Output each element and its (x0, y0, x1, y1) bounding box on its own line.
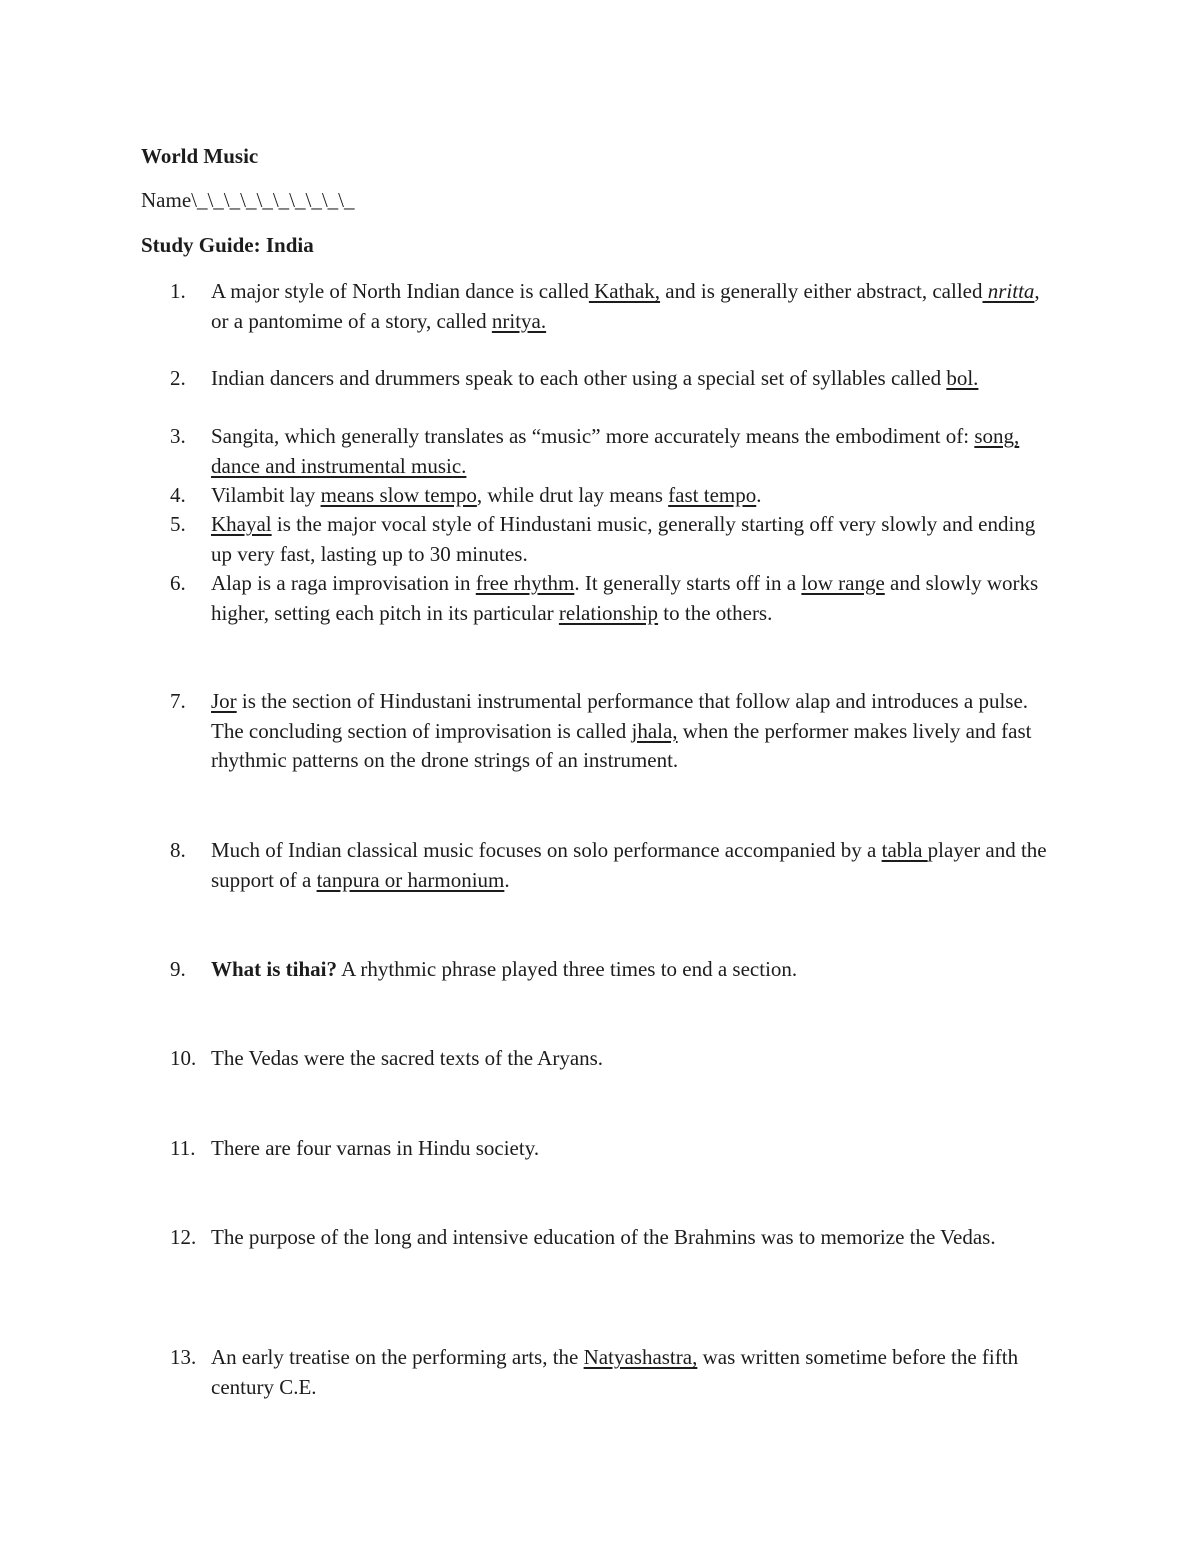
question-number: 7. (170, 689, 186, 713)
question-text (211, 481, 1060, 511)
answer-text: Khayal (211, 512, 272, 536)
question-text (211, 836, 1060, 895)
question-number: 2. (170, 366, 186, 390)
question-text-segment: , while drut lay means (476, 483, 669, 507)
question-text (211, 687, 1060, 776)
question-text-segment: An early treatise on the performing arts, the (211, 1345, 584, 1369)
question-text (211, 955, 1060, 985)
answer-text: tanpura or harmonium (316, 867, 505, 892)
question-text-segment: Indian dancers and drummers speak to each other using a special set of syllables called (211, 366, 947, 390)
question-item (170, 569, 1060, 628)
question-text-segment: The purpose of the long and intensive education of the Brahmins was to memorize the Vedas. (211, 1225, 996, 1249)
question-number: 3. (170, 424, 186, 448)
question-item (170, 277, 1060, 336)
question-text-segment: A rhythmic phrase played three times to end a section. (337, 957, 798, 981)
question-text-segment: to the others. (658, 600, 773, 625)
answer-text: tabla (881, 838, 928, 862)
question-text (211, 277, 1060, 336)
answer-text: song, dance and instrumental music. (211, 424, 1020, 478)
study-guide-title: Study Guide: India (141, 233, 314, 257)
question-number: 12. (170, 1225, 197, 1249)
question-number: 4. (170, 483, 186, 507)
answer-text: Kathak, (588, 279, 661, 303)
question-item (170, 955, 1060, 985)
question-item (170, 481, 1060, 511)
question-prompt: What is tihai? (211, 957, 338, 981)
answer-text: nritya. (491, 308, 547, 333)
question-text (211, 364, 1060, 394)
question-text-segment: was written sometime before the fifth century C.E. (211, 1345, 1019, 1399)
question-text-segment: . (756, 483, 762, 507)
question-item (170, 1223, 1060, 1253)
question-item (170, 1343, 1060, 1402)
answer-text: relationship (558, 600, 659, 625)
question-item (170, 1134, 1060, 1164)
question-text-segment: A major style of North Indian dance is called (211, 279, 589, 303)
question-text-segment: . (504, 867, 510, 892)
question-item (170, 687, 1060, 776)
question-item (170, 836, 1060, 895)
question-item (170, 422, 1060, 481)
question-number: 6. (170, 571, 186, 595)
question-text-segment: and is generally either abstract, called (660, 279, 983, 303)
question-number: 8. (170, 838, 186, 862)
answer-text: bol. (946, 366, 979, 390)
question-text (211, 569, 1060, 628)
answer-text: means slow tempo (320, 483, 477, 507)
question-item (170, 510, 1060, 569)
question-text (211, 1223, 1060, 1253)
question-text-segment: The Vedas were the sacred texts of the Aryans. (211, 1046, 604, 1070)
question-number: 10. (170, 1046, 197, 1070)
course-title: World Music (141, 144, 259, 168)
question-text (211, 1044, 1060, 1074)
question-number: 1. (170, 279, 186, 303)
question-text-segment: Alap is a raga improvisation in (211, 571, 476, 595)
name-field-label: Name\_\_\_\_\_\_\_\_\_\_ (141, 188, 355, 212)
question-number: 11. (170, 1136, 196, 1160)
question-number: 5. (170, 512, 186, 536)
question-text-segment: player and the support of a (211, 838, 1047, 892)
question-text-segment: is the major vocal style of Hindustani music, generally starting off very slowly and ending up very fast, lasting up to 30 minutes. (211, 512, 1036, 566)
question-text-segment: . It generally starts off in a (574, 571, 802, 595)
question-text-segment: when the performer makes lively and fast rhythmic patterns on the drone strings of an instrument. (211, 718, 1032, 772)
question-text (211, 510, 1060, 569)
question-text-segment: Sangita, which generally translates as “music” more accurately means the embodiment of: (211, 424, 975, 448)
question-text (211, 1343, 1060, 1402)
answer-text: fast tempo (668, 483, 757, 507)
question-number: 13. (170, 1345, 197, 1369)
answer-text: free rhythm (475, 571, 575, 595)
question-item (170, 364, 1060, 394)
answer-text: jhala, (631, 718, 678, 743)
answer-text: nritta (982, 279, 1035, 303)
answer-text: Natyashastra, (583, 1345, 698, 1369)
question-text (211, 1134, 1060, 1164)
question-number: 9. (170, 957, 186, 981)
question-text-segment: , or a pantomime of a story, called (211, 279, 1040, 333)
answer-text: Jor (211, 689, 237, 713)
question-text-segment: Vilambit lay (211, 483, 321, 507)
question-text-segment: and slowly works higher, setting each pitch in its particular (211, 571, 1039, 625)
question-text (211, 422, 1060, 481)
question-item (170, 1044, 1060, 1074)
question-text-segment: is the section of Hindustani instrumental performance that follow alap and introduces a pulse. The concluding section of improvisation is called (211, 689, 1029, 743)
question-text-segment: There are four varnas in Hindu society. (211, 1136, 540, 1160)
answer-text: low range (801, 571, 885, 595)
question-text-segment: Much of Indian classical music focuses on solo performance accompanied by a (211, 838, 882, 862)
